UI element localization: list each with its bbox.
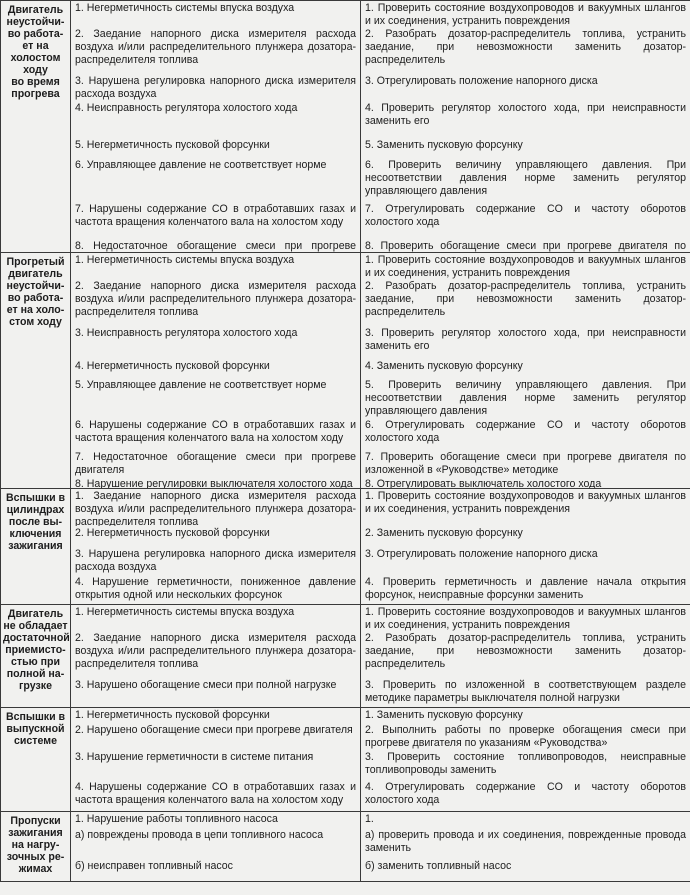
remedy-item: 3. Отрегулировать положение напорного диска (365, 548, 598, 560)
cause-item: 2. Заедание напорного диска измерителя расхода воздуха и/или распределительного плунжера дозатора-распределителя топлива (75, 280, 356, 318)
cause-item: 3. Нарушено обогащение смеси при полной нагрузке (75, 679, 337, 691)
remedy-column-cell (361, 812, 690, 882)
remedy-item: а) проверить провода и их соединения, поврежденные провода заменить (365, 829, 686, 854)
cause-item: 3. Неисправность регулятора холостого хода (75, 327, 298, 339)
cause-item: 3. Нарушена регулировка напорного диска измерителя расхода воздуха (75, 548, 356, 573)
cause-item: 1. Негерметичность пусковой форсунки (75, 709, 270, 721)
remedy-column-cell (361, 489, 690, 605)
fault-section (1, 708, 690, 812)
cause-column-cell (71, 605, 361, 708)
cause-item: 5. Негерметичность пусковой форсунки (75, 139, 270, 151)
remedy-item: 1. Проверить состояние воздухопроводов и вакуумных шлангов и их соединения, устранить повреждения (365, 2, 686, 27)
remedy-item: 3. Проверить регулятор холостого хода, при неисправности заменить его (365, 327, 686, 352)
symptom-cell: Двигатель не обладает достаточной приемисто- стью при полной на- грузке (1, 605, 71, 708)
cause-item: 3. Нарушена регулировка напорного диска измерителя расхода воздуха (75, 75, 356, 100)
remedy-item: 8. Проверить обогащение смеси при прогреве двигателя по (365, 240, 686, 252)
remedy-item: 2. Заменить пусковую форсунку (365, 527, 523, 539)
remedy-item: 1. Проверить состояние воздухопроводов и вакуумных шлангов и их соединения, устранить повреждения (365, 606, 686, 631)
cause-item: а) повреждены провода в цепи топливного насоса (75, 829, 324, 841)
fault-section (1, 812, 690, 882)
fault-section (1, 1, 690, 253)
cause-item: 4. Неисправность регулятора холостого хода (75, 102, 298, 114)
symptom-cell: Прогретый двигатель неустойчи- во работа- ет на холо- стом ходу (1, 253, 71, 489)
cause-item: 6. Нарушены содержание CO в отработавших газах и частота вращения коленчатого вала на холостом ходу (75, 419, 356, 444)
cause-item: 2. Заедание напорного диска измерителя расхода воздуха и/или распределительного плунжера дозатора-распределителя топлива (75, 28, 356, 66)
cause-item: 8. Недостаточное обогащение смеси при прогреве (75, 240, 356, 252)
remedy-item: 3. Проверить состояние топливопроводов, неисправные топливопроводы заменить (365, 751, 686, 776)
remedy-item: 1. (365, 813, 374, 825)
cause-item: 1. Негерметичность системы впуска воздуха (75, 2, 295, 14)
cause-column-cell (71, 489, 361, 605)
remedy-item: 2. Разобрать дозатор-распределитель топлива, устранить заедание, при невозможности заменить дозатор-распределитель (365, 280, 686, 318)
symptom-cell: Вспышки в выпускной системе (1, 708, 71, 812)
remedy-item: б) заменить топливный насос (365, 860, 512, 872)
remedy-item: 1. Проверить состояние воздухопроводов и вакуумных шлангов и их соединения, устранить повреждения (365, 490, 686, 515)
remedy-column-cell (361, 1, 690, 253)
cause-item: 2. Нарушено обогащение смеси при прогреве двигателя (75, 724, 353, 736)
cause-item: 2. Негерметичность пусковой форсунки (75, 527, 270, 539)
remedy-column-cell (361, 253, 690, 489)
cause-column-cell (71, 708, 361, 812)
remedy-item: 8. Отрегулировать выключатель холостого хода (365, 478, 602, 488)
cause-item: 1. Негерметичность системы впуска воздуха (75, 254, 295, 266)
cause-item: 4. Негерметичность пусковой форсунки (75, 360, 270, 372)
remedy-item: 2. Разобрать дозатор-распределитель топлива, устранить заедание, при невозможности заменить дозатор-распределитель (365, 28, 686, 66)
remedy-item: 5. Заменить пусковую форсунку (365, 139, 523, 151)
remedy-item: 7. Проверить обогащение смеси при прогреве двигателя по изложенной в «Руководстве» методике (365, 451, 686, 476)
cause-item: 8. Нарушение регулировки выключателя холостого хода (75, 478, 353, 488)
remedy-item: 2. Выполнить работы по проверке обогащения смеси при прогреве двигателя по указаниям «Руководства» (365, 724, 686, 749)
remedy-item: 6. Отрегулировать содержание CO и частоту оборотов холостого хода (365, 419, 686, 444)
cause-item: 4. Нарушены содержание CO в отработавших газах и частота вращения коленчатого вала на холостом ходу (75, 781, 356, 806)
remedy-item: 1. Заменить пусковую форсунку (365, 709, 523, 721)
remedy-column-cell (361, 605, 690, 708)
symptom-cell: Двигатель неустойчи- во работа- ет на холостом ходу во время прогрева (1, 1, 71, 253)
cause-column-cell (71, 253, 361, 489)
fault-section (1, 489, 690, 605)
fault-section (1, 605, 690, 708)
symptom-cell: Пропуски зажигания на нагру- зочных ре- жимах (1, 812, 71, 882)
cause-item: 2. Заедание напорного диска измерителя расхода воздуха и/или распределительного плунжера дозатора-распределителя топлива (75, 632, 356, 670)
remedy-item: 4. Отрегулировать содержание CO и частоту оборотов холостого хода (365, 781, 686, 806)
fault-section (1, 253, 690, 489)
remedy-item: 2. Разобрать дозатор-распределитель топлива, устранить заедание, при невозможности заменить дозатор-распределитель (365, 632, 686, 670)
remedy-item: 3. Проверить по изложенной в соответствующем разделе методике параметры выключателя полной нагрузки (365, 679, 686, 704)
cause-item: 1. Заедание напорного диска измерителя расхода воздуха и/или распределительного плунжера дозатора-распределителя топлива (75, 490, 356, 526)
remedy-column-cell (361, 708, 690, 812)
cause-item: 5. Управляющее давление не соответствует норме (75, 379, 327, 391)
cause-item: 4. Нарушение герметичности, пониженное давление открытия одной или нескольких форсунок (75, 576, 356, 601)
remedy-item: 4. Проверить регулятор холостого хода, при неисправности заменить его (365, 102, 686, 127)
cause-column-cell (71, 1, 361, 253)
cause-item: 7. Недостаточное обогащение смеси при прогреве двигателя (75, 451, 356, 476)
remedy-item: 4. Заменить пусковую форсунку (365, 360, 523, 372)
remedy-item: 4. Проверить герметичность и давление начала открытия форсунок, неисправные форсунки заменить (365, 576, 686, 601)
cause-item: 1. Нарушение работы топливного насоса (75, 813, 278, 825)
cause-item: б) неисправен топливный насос (75, 860, 233, 872)
cause-item: 7. Нарушены содержание CO в отработавших газах и частота вращения коленчатого вала на холостом ходу (75, 203, 356, 228)
cause-column-cell (71, 812, 361, 882)
remedy-item: 1. Проверить состояние воздухопроводов и вакуумных шлангов и их соединения, устранить повреждения (365, 254, 686, 279)
remedy-item: 7. Отрегулировать содержание CO и частоту оборотов холостого хода (365, 203, 686, 228)
remedy-item: 6. Проверить величину управляющего давления. При несоответствии давления норме заменить регулятор управляющего давления (365, 159, 686, 197)
remedy-item: 5. Проверить величину управляющего давления. При несоответствии давления норме заменить регулятор управляющего давления (365, 379, 686, 417)
remedy-item: 3. Отрегулировать положение напорного диска (365, 75, 598, 87)
cause-item: 6. Управляющее давление не соответствует норме (75, 159, 327, 171)
symptom-cell: Вспышки в цилиндрах после вы- ключения зажигания (1, 489, 71, 605)
cause-item: 1. Негерметичность системы впуска воздуха (75, 606, 295, 618)
cause-item: 3. Нарушение герметичности в системе питания (75, 751, 314, 763)
